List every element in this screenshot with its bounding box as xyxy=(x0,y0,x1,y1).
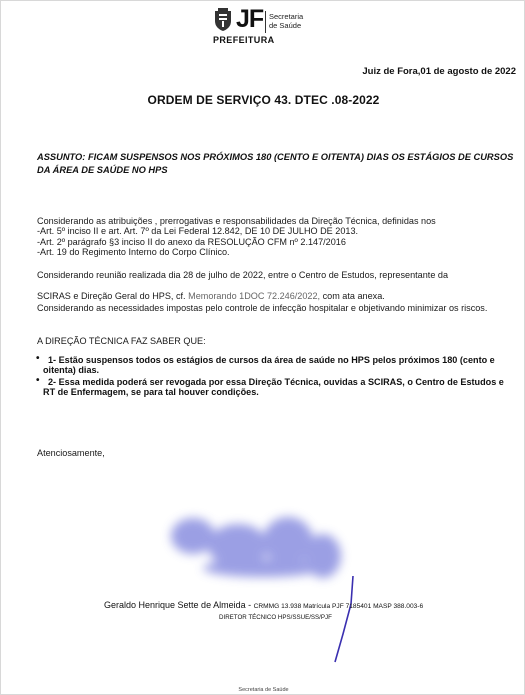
list-item xyxy=(36,374,507,398)
announcement: A DIREÇÃO TÉCNICA FAZ SABER QUE: xyxy=(37,336,206,346)
infection-paragraph: Considerando as necessidades impostas pelo controle de infecção hospitalar e objetivando minimizar os riscos. xyxy=(37,303,488,313)
decision-list xyxy=(37,355,507,399)
bullet-icon: • xyxy=(36,353,40,364)
memo-reference: Memorando 1DOC 72.246/2022, xyxy=(188,291,321,301)
signer-registry: CRMMG 13.938 Matrícula PJF 7185401 MASP 388.003-6 xyxy=(253,603,424,610)
considerations-block xyxy=(37,216,507,257)
logo-secretaria-line2: de Saúde xyxy=(269,21,302,30)
consideration-line: -Art. 2º parágrafo §3 inciso II do anexo da RESOLUÇÃO CFM nº 2.147/2016 xyxy=(37,236,346,247)
coat-of-arms-icon xyxy=(213,8,233,32)
document-title: ORDEM DE SERVIÇO 43. DTEC .08-2022 xyxy=(147,93,380,107)
page-footer: Secretaria de Saúde xyxy=(238,687,289,693)
consideration-line: -Art. 19 do Regimento Interno do Corpo Clínico. xyxy=(37,246,230,257)
logo-secretaria xyxy=(269,12,303,30)
signature-stroke xyxy=(331,574,361,664)
logo-prefeitura: PREFEITURA xyxy=(213,35,275,45)
bullet-icon: • xyxy=(36,374,40,386)
document-subject: ASSUNTO: FICAM SUSPENSOS NOS PRÓXIMOS 180 (CENTO E OITENTA) DIAS OS ESTÁGIOS DE CURSOS DA ÁREA DE SAÚDE NO HPS xyxy=(37,152,514,175)
signer-name: Geraldo Henrique Sette de Almeida - xyxy=(104,600,254,610)
document-date: Juiz de Fora,01 de agosto de 2022 xyxy=(362,66,516,77)
meeting-paragraph: Considerando reunião realizada dia 28 de julho de 2022, entre o Centro de Estudos, representante da xyxy=(37,270,449,280)
memo-paragraph xyxy=(37,291,507,301)
logo-jf: JF xyxy=(236,5,264,33)
logo-divider xyxy=(265,11,266,33)
consideration-line: Considerando as atribuições , prerrogativas e responsabilidades da Direção Técnica, definidas nos xyxy=(37,216,436,226)
signer-role: DIRETOR TÉCNICO HPS/SSUE/SS/PJF xyxy=(219,614,332,621)
prefeitura-logo xyxy=(213,5,323,46)
list-item-text: 1- Estão suspensos todos os estágios de cursos da área de saúde no HPS pelos próximos 180 (cento e oitenta) dias. xyxy=(43,355,495,376)
list-item-text: 2- Essa medida poderá ser revogada por essa Direção Técnica, ouvidas a SCIRAS, o Centro de Estudos e RT de Enfermagem, se para tal houver condições. xyxy=(43,376,504,398)
memo-suffix: com ata anexa. xyxy=(320,291,385,301)
logo-secretaria-line1: Secretaria xyxy=(269,12,304,21)
consideration-line: -Art. 5º inciso II e art. Art. 7º da Lei Federal 12.842, DE 10 DE JULHO DE 2013. xyxy=(37,226,359,237)
list-item xyxy=(37,355,507,376)
memo-prefix: SCIRAS e Direção Geral do HPS, cf. xyxy=(37,291,189,301)
closing-salutation: Atenciosamente, xyxy=(37,448,105,458)
signer-line xyxy=(104,600,524,610)
